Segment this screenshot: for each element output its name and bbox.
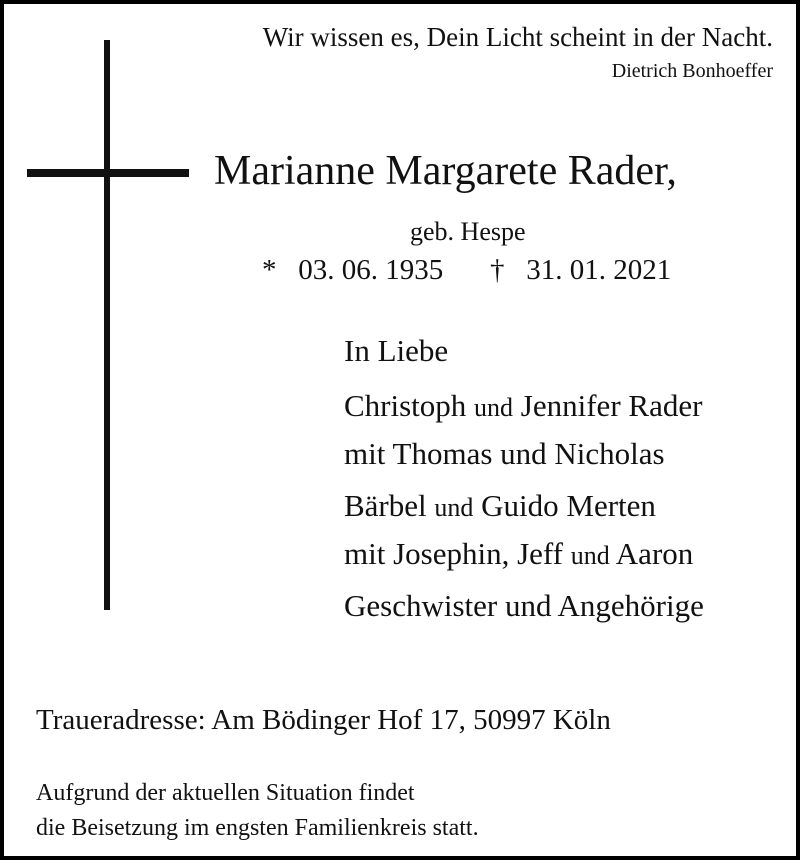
birth-date: 03. 06. 1935 (298, 254, 444, 286)
cross-vertical-bar (104, 40, 110, 610)
bible-quote: Wir wissen es, Dein Licht scheint in der Nacht. (262, 22, 773, 52)
birth-date-group (262, 256, 490, 285)
mourner-group-2-line-1 (344, 490, 704, 521)
conjunction: und (570, 541, 610, 570)
mourner-name: Christoph (344, 388, 467, 423)
mourner-group-2-line-2 (344, 538, 704, 569)
birth-name: geb. Hespe (410, 217, 526, 246)
death-date: 31. 01. 2021 (526, 254, 672, 286)
mourner-group-1-line-2: mit Thomas und Nicholas (344, 436, 665, 471)
mourner-name: Guido Merten (481, 488, 656, 523)
funeral-notice-line-2: die Beisetzung im engsten Familienkreis statt. (36, 814, 479, 841)
mourner-name: Jennifer Rader (520, 388, 703, 423)
mourning-address: Traueradresse: Am Bödinger Hof 17, 50997 Köln (36, 704, 611, 736)
quote-author: Dietrich Bonhoeffer (611, 60, 773, 82)
mourner-names: mit Josephin, Jeff (344, 536, 563, 571)
mourner-group-1-line-1 (344, 390, 704, 421)
deceased-name: Marianne Margarete Rader, (214, 148, 677, 194)
cross-horizontal-bar (27, 169, 189, 177)
conjunction: und (474, 393, 514, 422)
birth-symbol: * (262, 254, 277, 286)
funeral-notice-line-1: Aufgrund der aktuellen Situation findet (36, 780, 415, 806)
funeral-notice (36, 776, 479, 846)
mourners-list (344, 335, 704, 621)
mourner-name: Aaron (615, 536, 694, 571)
conjunction: und (434, 493, 474, 522)
mourner-others: Geschwister und Angehörige (344, 588, 704, 623)
life-dates (262, 256, 671, 285)
mourners-intro: In Liebe (344, 333, 449, 368)
death-symbol: † (490, 254, 505, 286)
mourner-name: Bärbel (344, 488, 427, 523)
